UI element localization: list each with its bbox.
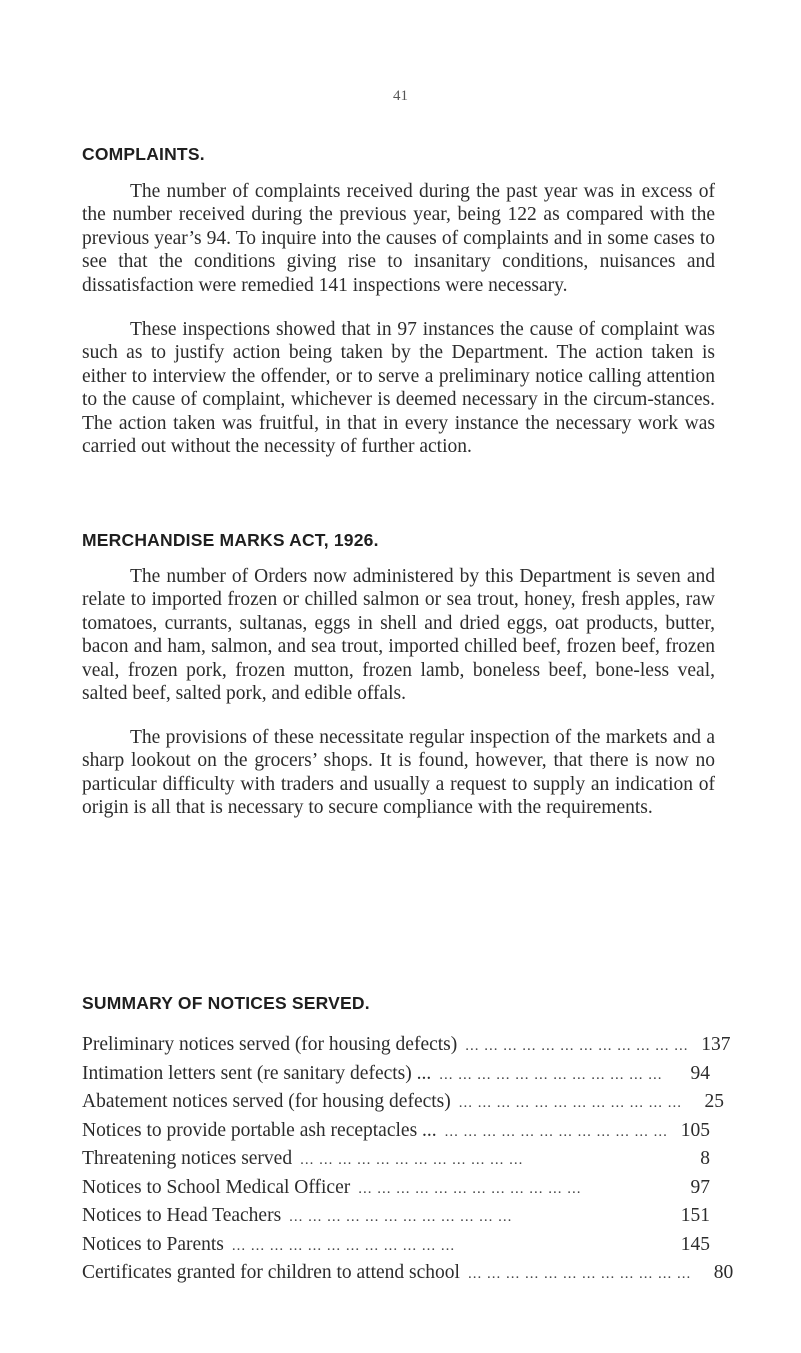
complaints-paragraph-2: These inspections showed that in 97 instances the cause of complaint was such as to justify action being taken by the Department. The action taken is either to interview the offender, or to serve a preliminary notice calling attention to the cause of complaint, whichever is deemed necessary in the circum-stances. The action taken was fruitful, in that in every instance the necessary work was carried out without the necessity of further action. <box>82 319 715 458</box>
leader-dots: ... ... ... ... ... ... ... ... ... ... ... ... <box>444 1123 668 1140</box>
leader-dots: ... ... ... ... ... ... ... ... ... ... ... ... <box>289 1209 513 1225</box>
notice-count: 151 <box>680 1205 710 1226</box>
page-number: 41 <box>393 88 408 104</box>
notice-label: Certificates granted for children to attend school <box>82 1262 460 1283</box>
notice-label: Notices to Parents <box>82 1233 224 1255</box>
notice-label: Notices to School Medical Officer <box>82 1176 351 1198</box>
notice-count: 80 <box>713 1262 734 1283</box>
merchandise-paragraph-1: The number of Orders now administered by this Department is seven and relate to imported frozen or chilled salmon or sea trout, honey, fresh apples, raw tomatoes, currants, sultanas, eggs in shell and dried eggs, oat products, butter, bacon and ham, salmon, and sea trout, imported chilled beef, frozen beef, frozen veal, frozen pork, frozen mutton, frozen lamb, boneless beef, bone-less veal, salted beef, salted pork, and edible offals. <box>82 566 715 705</box>
notice-row <box>82 1034 731 1063</box>
notice-row <box>82 1120 710 1149</box>
notice-row <box>82 1091 724 1120</box>
complaints-heading: COMPLAINTS. <box>82 144 205 164</box>
notice-row <box>82 1148 710 1177</box>
notice-count: 94 <box>690 1062 710 1084</box>
leader-dots: ... ... ... ... ... ... ... ... ... ... ... ... <box>465 1038 689 1054</box>
leader-dots: ... ... ... ... ... ... ... ... ... ... ... ... <box>458 1095 682 1111</box>
notice-count: 97 <box>690 1176 710 1198</box>
leader-dots: ... ... ... ... ... ... ... ... ... ... ... ... <box>231 1237 456 1254</box>
notice-row <box>82 1205 710 1234</box>
leader-dots: ... ... ... ... ... ... ... ... ... ... ... ... <box>467 1266 692 1282</box>
notice-count: 145 <box>680 1233 710 1255</box>
merchandise-paragraph-2: The provisions of these necessitate regular inspection of the markets and a sharp lookout on the grocers’ shops. It is found, however, that there is now no particular difficulty with traders and usually a request to supply an indication of origin is all that is necessary to secure compliance with the requirements. <box>82 727 715 819</box>
notices-list <box>82 1034 734 1291</box>
notice-label: Notices to provide portable ash receptacles ... <box>82 1119 437 1141</box>
notice-count: 25 <box>704 1091 724 1112</box>
notice-row <box>82 1063 710 1092</box>
notice-count: 105 <box>680 1119 710 1141</box>
notice-count: 137 <box>701 1034 731 1055</box>
leader-dots: ... ... ... ... ... ... ... ... ... ... ... ... <box>439 1066 663 1083</box>
summary-heading: SUMMARY OF NOTICES SERVED. <box>82 993 370 1013</box>
notice-label: Intimation letters sent (re sanitary defects) ... <box>82 1062 432 1084</box>
notice-row <box>82 1234 710 1263</box>
leader-dots: ... ... ... ... ... ... ... ... ... ... ... ... <box>358 1180 582 1197</box>
complaints-paragraph-1: The number of complaints received during the past year was in excess of the number received during the previous year, being 122 as compared with the previous year’s 94. To inquire into the causes of complaints and in some cases to see that the conditions giving rise to insanitary conditions, nuisances and dissatisfaction were remedied 141 inspections were necessary. <box>82 181 715 296</box>
leader-dots: ... ... ... ... ... ... ... ... ... ... ... ... <box>300 1152 524 1168</box>
notice-row <box>82 1177 710 1206</box>
notice-count: 8 <box>700 1148 710 1169</box>
notice-label: Preliminary notices served (for housing defects) <box>82 1034 458 1055</box>
notice-label: Notices to Head Teachers <box>82 1205 282 1226</box>
merchandise-heading: MERCHANDISE MARKS ACT, 1926. <box>82 530 379 550</box>
notice-label: Abatement notices served (for housing defects) <box>82 1091 451 1112</box>
notice-row <box>82 1262 734 1291</box>
notice-label: Threatening notices served <box>82 1148 293 1169</box>
